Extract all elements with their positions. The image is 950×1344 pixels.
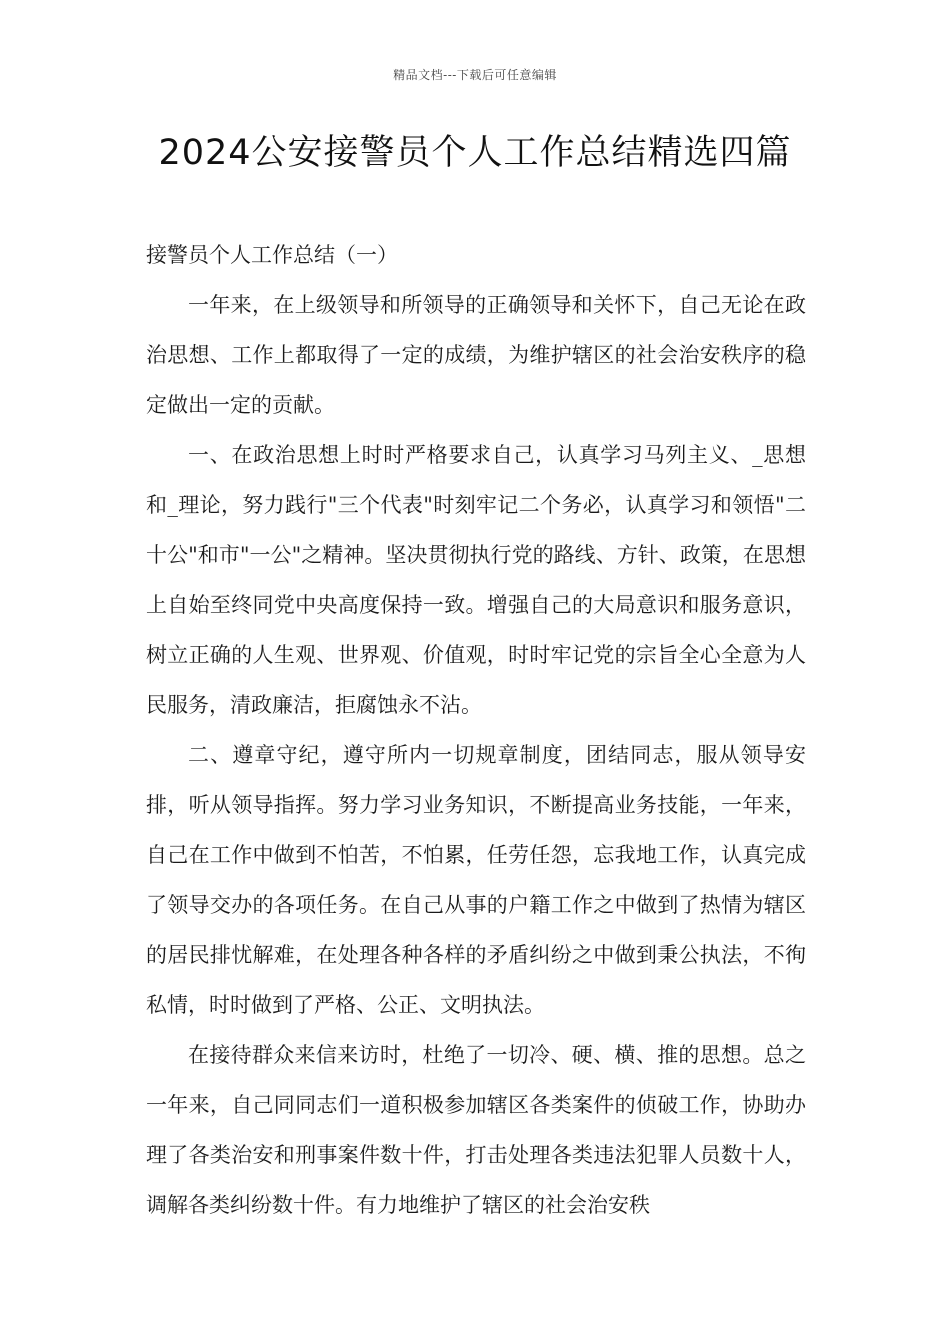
paragraph-discipline: 二、遵章守纪，遵守所内一切规章制度，团结同志，服从领导安排，听从领导指挥。努力学习业务知识，不断提高业务技能，一年来，自己在工作中做到不怕苦，不怕累，任劳任怨，忘我地工作，认真完成了领导交办的各项任务。在自己从事的户籍工作之中做到了热情为辖区的居民排忧解难，在处理各种各样的矛盾纠纷之中做到秉公执法，不徇私情，时时做到了严格、公正、文明执法。 [146,743,806,1017]
paragraph-intro: 一年来，在上级领导和所领导的正确领导和关怀下，自己无论在政治思想、工作上都取得了一定的成绩，为维护辖区的社会治安秩序的稳定做出一定的贡献。 [146,293,806,417]
paragraph-public-reception: 在接待群众来信来访时，杜绝了一切冷、硬、横、推的思想。总之一年来，自己同同志们一道积极参加辖区各类案件的侦破工作，协助办理了各类治安和刑事案件数十件，打击处理各类违法犯罪人员数十人，调解各类纠纷数十件。有力地维护了辖区的社会治安秩 [146,1043,806,1217]
document-body [146,230,806,1230]
header-note: 精品文档---下载后可任意编辑 [393,68,557,82]
document-title: 2024公安接警员个人工作总结精选四篇 [158,133,792,173]
section-heading: 接警员个人工作总结（一） [146,243,398,267]
paragraph-political-thought: 一、在政治思想上时时严格要求自己，认真学习马列主义、_思想和_理论，努力践行"三个代表"时刻牢记二个务必，认真学习和领悟"二十公"和市"一公"之精神。坚决贯彻执行党的路线、方针、政策，在思想上自始至终同党中央高度保持一致。增强自己的大局意识和服务意识，树立正确的人生观、世界观、价值观，时时牢记党的宗旨全心全意为人民服务，清政廉洁，拒腐蚀永不沾。 [146,443,806,717]
